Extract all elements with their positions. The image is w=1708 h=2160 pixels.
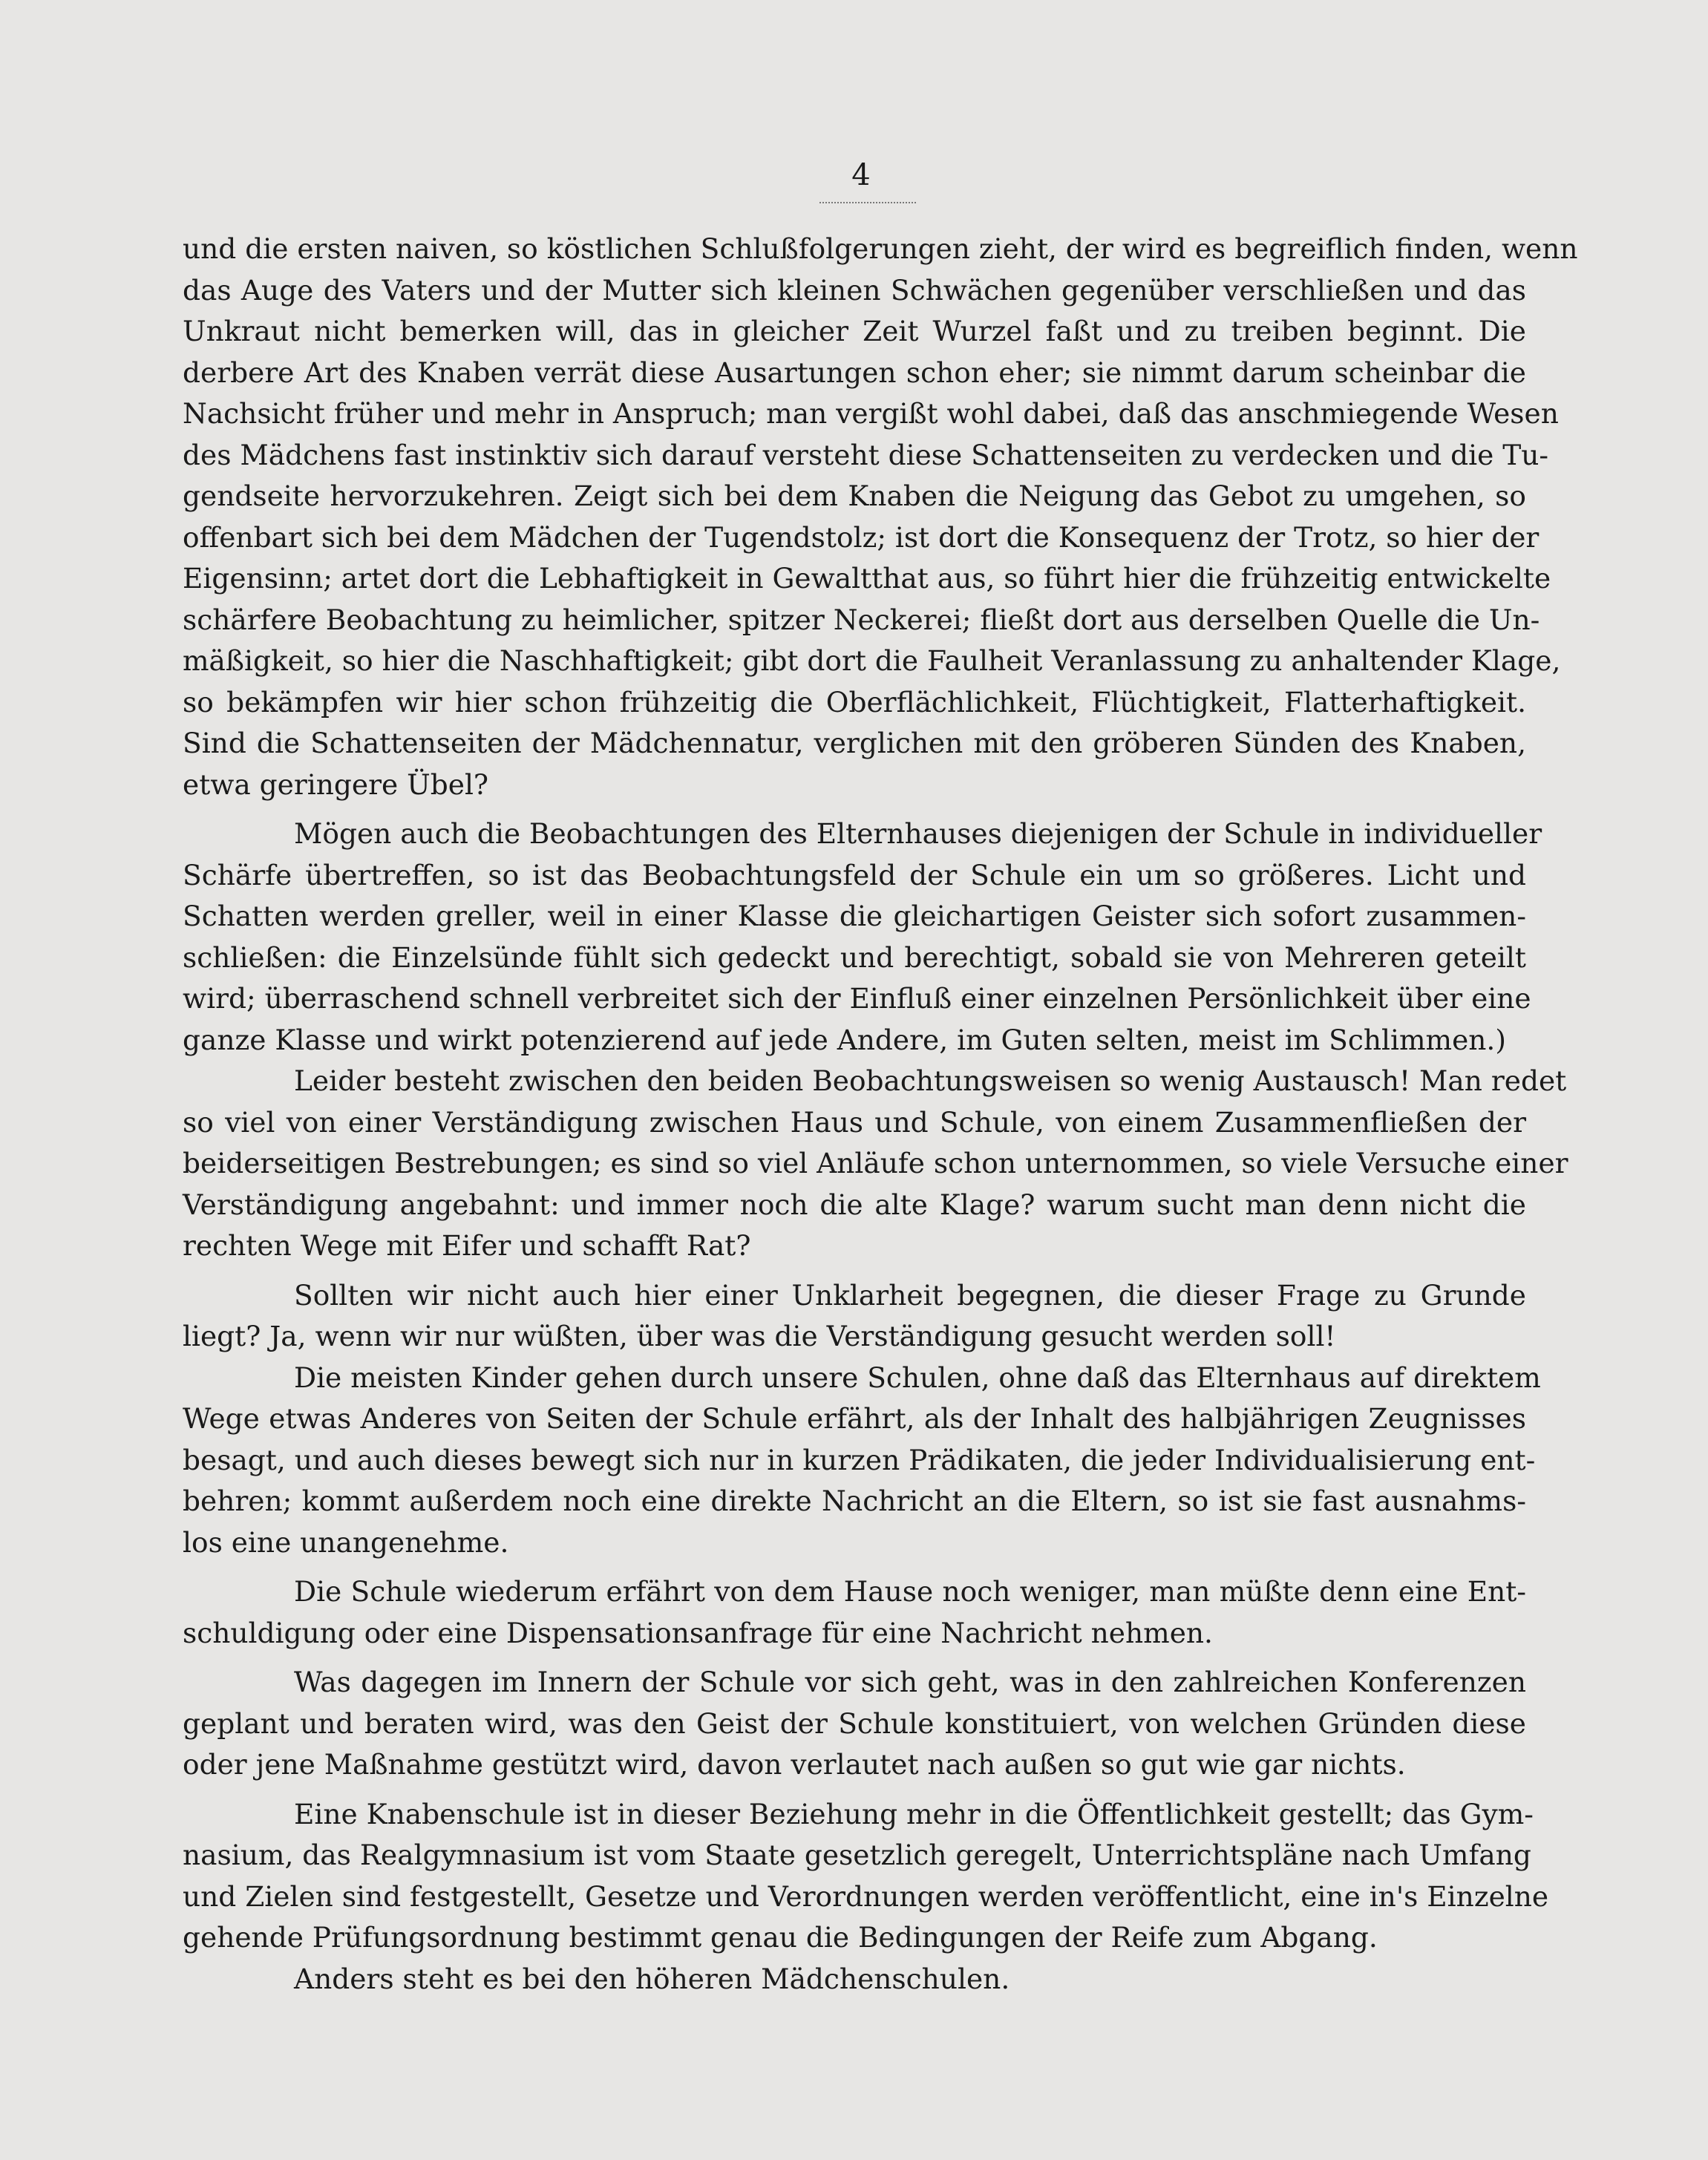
page-number-ornament — [819, 194, 916, 203]
text-line: schärfere Beobachtung zu heimlicher, spitzer Neckerei; fließt dort aus derselben Quelle die Un- — [183, 603, 1540, 636]
text-line: des Mädchens fast instinktiv sich darauf versteht diese Schattenseiten zu verdecken und die Tu- — [183, 438, 1549, 471]
text-line: rechten Wege mit Eifer und schafft Rat? — [183, 1229, 751, 1262]
text-line: geplant und beraten wird, was den Geist der Schule konstituiert, von welchen Gründen diese — [183, 1706, 1526, 1740]
text-line: und Zielen sind festgestellt, Gesetze und Verordnungen werden veröffentlicht, eine in's Einzelne — [183, 1879, 1549, 1913]
paragraph — [183, 229, 1578, 805]
paragraph — [183, 1571, 1526, 1654]
text-line: schuldigung oder eine Dispensationsanfrage für eine Nachricht nehmen. — [183, 1616, 1213, 1649]
paragraph — [183, 1794, 1549, 2000]
text-line: Mögen auch die Beobachtungen des Elternhauses diejenigen der Schule in individueller — [294, 817, 1542, 850]
text-line: mäßigkeit, so hier die Naschhaftigkeit; gibt dort die Faulheit Veranlassung zu anhaltender Klage, — [183, 644, 1561, 677]
body-text — [183, 229, 1578, 2000]
text-line: oder jene Maßnahme gestützt wird, davon verlautet nach außen so gut wie gar nichts. — [183, 1748, 1406, 1781]
text-line: Verständigung angebahnt: und immer noch die alte Klage? warum sucht man denn nicht die — [183, 1188, 1526, 1221]
text-line: wird; überraschend schnell verbreitet sich der Einfluß einer einzelnen Persönlichkeit über eine — [183, 982, 1531, 1015]
text-line: Was dagegen im Innern der Schule vor sich geht, was in den zahlreichen Konferenzen — [294, 1666, 1526, 1698]
text-line: Schatten werden greller, weil in einer Klasse die gleichartigen Geister sich sofort zusammen- — [183, 900, 1526, 932]
text-line: Sollten wir nicht auch hier einer Unklarheit begegnen, die dieser Frage zu Grunde — [294, 1278, 1526, 1312]
text-line: gehende Prüfungsordnung bestimmt genau die Bedingungen der Reife zum Abgang. — [183, 1921, 1378, 1954]
text-line: und die ersten naiven, so köstlichen Schlußfolgerungen zieht, der wird es begreiflich finden, wenn — [183, 232, 1578, 265]
text-line: nasium, das Realgymnasium ist vom Staate gesetzlich geregelt, Unterrichtspläne nach Umfang — [183, 1839, 1531, 1871]
text-line: behren; kommt außerdem noch eine direkte Nachricht an die Eltern, so ist sie fast ausnahms- — [183, 1485, 1526, 1517]
text-line: Eigensinn; artet dort die Lebhaftigkeit in Gewaltthat aus, so führt hier die frühzeitig entwickelte — [183, 562, 1551, 595]
text-line: Schärfe übertreffen, so ist das Beobachtungsfeld der Schule ein um so größeres. Licht und — [183, 858, 1526, 891]
text-line: Wege etwas Anderes von Seiten der Schule erfährt, als der Inhalt des halbjährigen Zeugnisses — [183, 1402, 1526, 1435]
text-line: Leider besteht zwischen den beiden Beobachtungsweisen so wenig Austausch! Man redet — [294, 1064, 1567, 1097]
text-line: etwa geringere Übel? — [183, 768, 489, 801]
text-line: besagt, und auch dieses bewegt sich nur in kurzen Prädikaten, die jeder Individualisierung ent- — [183, 1443, 1536, 1476]
text-line: Anders steht es bei den höheren Mädchenschulen. — [294, 1962, 1010, 1995]
paragraph — [183, 1662, 1526, 1786]
text-line: Unkraut nicht bemerken will, das in gleicher Zeit Wurzel faßt und zu treiben beginnt. Die — [183, 315, 1526, 347]
text-line: ganze Klasse und wirkt potenzierend auf jede Andere, im Guten selten, meist im Schlimmen.) — [183, 1023, 1506, 1056]
text-line: so viel von einer Verständigung zwischen Haus und Schule, von einem Zusammenfließen der — [183, 1105, 1526, 1139]
text-line: liegt? Ja, wenn wir nur wüßten, über was die Verständigung gesucht werden soll! — [183, 1320, 1336, 1352]
text-line: Sind die Schattenseiten der Mädchennatur, verglichen mit den gröberen Sünden des Knaben, — [183, 727, 1526, 759]
text-line: derbere Art des Knaben verrät diese Ausartungen schon eher; sie nimmt darum scheinbar die — [183, 356, 1526, 389]
paragraph — [183, 1275, 1526, 1358]
paragraph — [183, 814, 1542, 1061]
text-line: das Auge des Vaters und der Mutter sich kleinen Schwächen gegenüber verschließen und das — [183, 273, 1526, 307]
text-line: so bekämpfen wir hier schon frühzeitig die Oberflächlichkeit, Flüchtigkeit, Flatterhaftigkeit. — [183, 685, 1526, 719]
text-line: schließen: die Einzelsünde fühlt sich gedeckt und berechtigt, sobald sie von Mehreren geteilt — [183, 940, 1526, 974]
text-line: Die Schule wiederum erfährt von dem Hause noch weniger, man müßte denn eine Ent- — [294, 1575, 1526, 1608]
text-line: Die meisten Kinder gehen durch unsere Schulen, ohne daß das Elternhaus auf direktem — [294, 1361, 1541, 1394]
text-line: beiderseitigen Bestrebungen; es sind so viel Anläufe schon unternommen, so viele Versuche einer — [183, 1147, 1568, 1179]
paragraph — [183, 1061, 1568, 1267]
text-line: Eine Knabenschule ist in dieser Beziehung mehr in die Öffentlichkeit gestellt; das Gym- — [294, 1797, 1534, 1830]
paragraph — [183, 1358, 1541, 1564]
page-number: 4 — [851, 158, 871, 192]
text-line: gendseite hervorzukehren. Zeigt sich bei dem Knaben die Neigung das Gebot zu umgehen, so — [183, 480, 1526, 512]
text-line: offenbart sich bei dem Mädchen der Tugendstolz; ist dort die Konsequenz der Trotz, so hier der — [183, 520, 1540, 554]
text-line: los eine unangenehme. — [183, 1525, 509, 1559]
text-line: Nachsicht früher und mehr in Anspruch; man vergißt wohl dabei, daß das anschmiegende Wesen — [183, 397, 1559, 430]
